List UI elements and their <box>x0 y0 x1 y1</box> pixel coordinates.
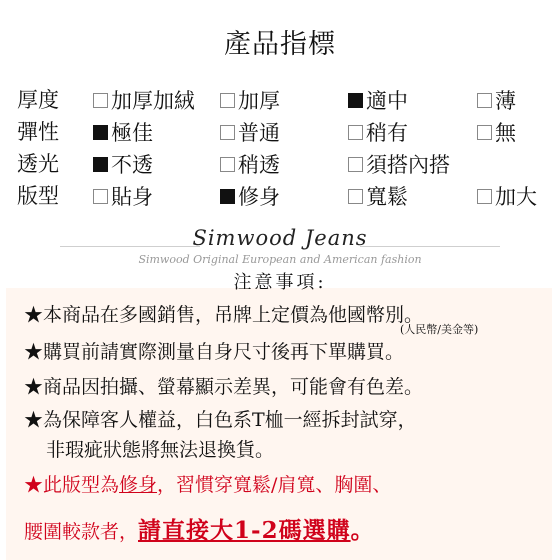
option-label: 稍透 <box>238 153 280 177</box>
spec-option <box>220 85 280 115</box>
size-advice-line <box>24 512 375 545</box>
fit-warning-pre: ★此版型為 <box>24 474 120 496</box>
option-label: 須搭內搭 <box>366 153 450 177</box>
option-label: 加大 <box>495 185 537 209</box>
spec-option <box>220 181 280 211</box>
spec-label: 厚度 <box>17 88 59 112</box>
spec-option <box>348 181 408 211</box>
option-label: 加厚加絨 <box>111 89 195 113</box>
checkbox-checked <box>93 125 108 140</box>
option-label: 修身 <box>238 185 280 209</box>
notice-line: ★商品因拍攝、螢幕顯示差異，可能會有色差。 <box>24 376 424 398</box>
checkbox-checked <box>220 189 235 204</box>
currency-note: (人民幣/美金等) <box>400 323 479 336</box>
checkbox <box>93 189 108 204</box>
spec-option <box>348 117 408 147</box>
option-label: 貼身 <box>111 185 153 209</box>
size-advice-pre: 腰圍較款者， <box>24 521 139 543</box>
checkbox <box>93 93 108 108</box>
option-label: 薄 <box>495 89 516 113</box>
notice-line: ★購買前請實際測量自身尺寸後再下單購買。 <box>24 341 405 363</box>
brand-banner <box>0 226 560 270</box>
checkbox <box>477 93 492 108</box>
checkbox <box>348 157 363 172</box>
size-advice-end: 。 <box>350 517 375 544</box>
notice-line: ★為保障客人權益，白色系T桖一經拆封試穿， <box>24 409 417 431</box>
spec-option <box>220 117 280 147</box>
option-label: 適中 <box>366 89 408 113</box>
spec-option <box>477 181 537 211</box>
spec-label: 版型 <box>17 184 59 208</box>
checkbox <box>220 93 235 108</box>
spec-option <box>220 149 280 179</box>
fit-warning-emphasis: 修身 <box>119 474 158 496</box>
checkbox <box>477 189 492 204</box>
checkbox-checked <box>93 157 108 172</box>
option-label: 普通 <box>238 121 280 145</box>
option-label: 加厚 <box>238 89 280 113</box>
spec-label: 透光 <box>17 152 59 176</box>
checkbox-checked <box>348 93 363 108</box>
checkbox <box>348 125 363 140</box>
size-advice-emphasis: 請直接大1-2碼選購 <box>138 517 351 544</box>
brand-tagline: Simwood Original European and American fashion <box>138 253 422 266</box>
option-label: 無 <box>495 121 516 145</box>
notice-title: 注意事項: <box>233 272 327 293</box>
checkbox <box>477 125 492 140</box>
spec-option <box>477 85 516 115</box>
option-label: 寬鬆 <box>366 185 408 209</box>
spec-option <box>93 85 195 115</box>
option-label: 極佳 <box>111 121 153 145</box>
spec-option <box>93 181 153 211</box>
checkbox <box>220 125 235 140</box>
checkbox <box>220 157 235 172</box>
notice-line: ★本商品在多國銷售，吊牌上定價為他國幣別。 <box>24 304 424 326</box>
spec-option <box>348 149 450 179</box>
spec-option <box>348 85 408 115</box>
notice-line: 非瑕疵狀態將無法退換貨。 <box>46 439 275 461</box>
spec-label: 彈性 <box>17 120 59 144</box>
fit-warning-line <box>24 470 391 497</box>
checkbox <box>348 189 363 204</box>
spec-option <box>93 149 153 179</box>
fit-warning-post: ，習慣穿寬鬆/肩寬、胸圍、 <box>157 474 392 496</box>
option-label: 不透 <box>111 153 153 177</box>
page-title: 產品指標 <box>224 29 336 60</box>
option-label: 稍有 <box>366 121 408 145</box>
brand-logo: Simwood Jeans <box>192 226 368 250</box>
spec-option <box>477 117 516 147</box>
spec-option <box>93 117 153 147</box>
